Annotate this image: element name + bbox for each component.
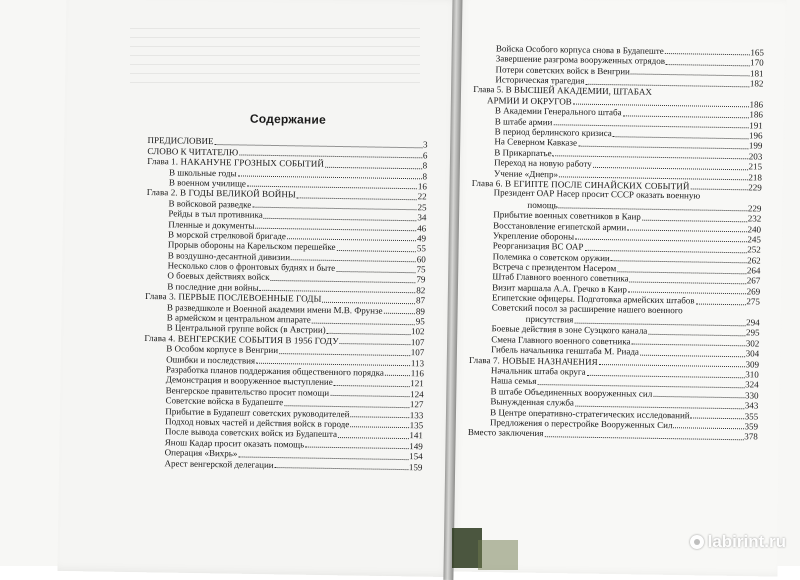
toc-entry-label: В войсковой разведке (168, 198, 252, 210)
toc-page-number: 302 (745, 338, 760, 349)
toc-page-number: 186 (749, 99, 764, 110)
toc-page-number: 6 (422, 150, 428, 161)
toc-entry-label: О боевых действиях войск (167, 270, 270, 283)
toc-entry-label: В Прикарпатье (494, 147, 552, 159)
toc-page-number: 215 (748, 161, 763, 172)
toc-leader-dots (325, 165, 422, 169)
toc-leader-dots (631, 343, 744, 347)
toc-entry-label: Потери советских войск в Венгрии (495, 64, 630, 77)
toc-leader-dots (691, 417, 744, 420)
toc-page-number: 149 (409, 440, 423, 452)
toc-leader-dots (337, 249, 416, 252)
toc-leader-dots (275, 466, 408, 470)
toc-entry-label: Советские войска в Будапеште (165, 395, 284, 408)
toc-entry-label-line2: помощь (527, 199, 558, 211)
toc-page-number: 124 (410, 388, 424, 400)
toc-page-number: 55 (416, 243, 426, 254)
toc-page-number: 232 (747, 213, 762, 224)
toc-page-number: 240 (747, 223, 762, 235)
toc-leader-dots (544, 435, 743, 440)
toc-page-number: 16 (417, 181, 427, 192)
toc-entry-label: В период берлинского кризиса (494, 126, 612, 139)
toc-page-number: 359 (744, 421, 759, 432)
toc-page-number: 378 (744, 431, 758, 442)
toc-page-number: 107 (410, 347, 425, 358)
toc-page-number: 262 (747, 255, 761, 266)
toc-entry-label: Венгерское правительство просит помощи (165, 385, 330, 398)
toc-page-number: 113 (410, 357, 425, 368)
toc-page-number: 203 (748, 151, 763, 162)
toc-page-number: 8 (422, 170, 428, 181)
toc-page-number: 135 (409, 420, 424, 431)
toc-entry-label: Начальник штаба округа (490, 365, 586, 377)
toc-entry-label: Вынужденная служба (490, 396, 575, 408)
toc-page-number: 252 (747, 244, 761, 255)
toc-leader-dots (696, 302, 746, 305)
toc-entry-label: Прорыв обороны на Карельском перешейке (167, 239, 336, 253)
toc-entry-label: ПРЕДИСЛОВИЕ (147, 135, 214, 147)
toc-page-number: 218 (748, 171, 763, 183)
toc-leader-dots (673, 427, 743, 430)
toc-page-number: 49 (416, 233, 427, 244)
toc-entry-label: Подход новых частей и действия войск в городе (165, 416, 350, 430)
toc-leader-dots (642, 218, 747, 222)
bleed-through-text (130, 28, 420, 88)
toc-entry-label: В военном училище (168, 177, 247, 189)
toc-page-number: 229 (748, 182, 762, 193)
toc-page-number: 121 (410, 378, 424, 389)
toc-page-number: 25 (417, 201, 427, 213)
toc-page-number: 343 (744, 400, 759, 411)
toc-entry-label: Смена Главного военного советника (491, 334, 631, 347)
toc-entry-label-line1: Президент ОАР Насер просит СССР оказать военную (493, 187, 701, 202)
toc-page-number: 22 (417, 191, 427, 202)
toc-entry-label: Разработка планов поддержания общественного порядка (165, 364, 384, 378)
toc-entry-label-line1: Глава 5. В ВЫСШЕЙ АКАДЕМИИ, ШТАБАХ (473, 83, 652, 97)
toc-title: Содержание (249, 111, 326, 127)
toc-leader-dots (640, 353, 745, 357)
toc-page-number: 141 (409, 430, 424, 441)
toc-entry-label: Реорганизация ВС ОАР (492, 240, 584, 253)
toc-entry-label: Глава 2. В ГОДЫ ВЕЛИКОЙ ВОЙНЫ (146, 187, 296, 200)
toc-entry-label-line2: АРМИИ И ОКРУГОВ (487, 95, 572, 107)
toc-leader-dots (385, 374, 410, 376)
toc-entry-label: Несколько слов о фронтовых буднях и быте (167, 260, 336, 274)
toc-entry-label: Предложения о перестройке Вооруженных Сил (489, 417, 673, 431)
toc-entry-label: Визит маршала А.А. Гречко в Каир (492, 282, 628, 295)
toc-page-number: 46 (417, 222, 427, 233)
toc-page-number: 182 (749, 78, 764, 89)
toc-entry-label: В школьные годы (168, 166, 237, 178)
toc-page-number: 95 (415, 316, 425, 327)
toc-page-number: 186 (749, 109, 763, 120)
toc-entry-label: Завершение разгрома вооруженных отрядов (495, 53, 666, 67)
toc-leader-dots (334, 384, 410, 387)
toc-page-number: 127 (409, 399, 424, 410)
toc-entry-label: В разведшколе и Военной академии имени М.В. Фрунзе (166, 301, 383, 316)
toc-entry-label: Операция «Вихрь» (164, 447, 238, 459)
toc-page-number: 310 (745, 369, 759, 380)
toc-leader-dots (630, 280, 746, 284)
toc-entry-label: В штабе Объединенных вооруженных сил (490, 386, 653, 399)
toc-entry-label: Гибель начальника генштаба М. Риада (491, 344, 640, 357)
toc-page-number: 264 (746, 265, 761, 276)
toc-leader-dots (336, 270, 415, 273)
toc-page-number: 275 (746, 296, 761, 307)
toc-entry-label: СЛОВО К ЧИТАТЕЛЮ (147, 145, 239, 158)
toc-page-number: 165 (750, 47, 764, 58)
toc-page-number: 79 (416, 274, 426, 285)
toc-entry-label: Рейды в тыл противника (168, 208, 263, 220)
toc-leader-dots (340, 342, 410, 345)
toc-page-number: 3 (422, 139, 428, 150)
toc-page-number: 269 (746, 286, 761, 297)
toc-leader-dots (327, 332, 410, 335)
toc-entry-label: В последние дни войны (167, 281, 259, 293)
toc-entry-label: В воздушно-десантной дивизии (167, 250, 291, 262)
toc-entry-label: Ошибки и последствия (166, 353, 256, 366)
toc-entry-label: Глава 6. В ЕГИПТЕ ПОСЛЕ СИНАЙСКИХ СОБЫТИЙ (471, 177, 690, 192)
toc-entry-label: Янош Кадар просит оказать помощь (164, 437, 305, 450)
toc-entry-label: Глава 4. ВЕНГЕРСКИЕ СОБЫТИЯ В 1956 ГОДУ (144, 332, 339, 346)
toc-entry-label: В армейском и центральном аппарате (166, 312, 311, 325)
toc-entry-label: В морской стрелковой бригаде (168, 229, 286, 242)
toc-entry-label: Переход на новую работу (494, 157, 592, 170)
toc-entry-label: Наша семья (490, 375, 537, 387)
toc-page-number: 196 (749, 130, 763, 141)
toc-entry-label: Глава 3. ПЕРВЫЕ ПОСЛЕВОЕННЫЕ ГОДЫ (145, 291, 322, 304)
toc-entry-label: В Академии Генерального штаба (494, 105, 622, 118)
toc-entry-label: Прибытие военных советников в Каир (493, 209, 641, 222)
toc-entry-label: Учение «Днепр» (493, 167, 559, 179)
toc-entry-label: Глава 1. НАКАНУНЕ ГРОЗНЫХ СОБЫТИЙ (147, 156, 325, 169)
toc-page-number: 89 (415, 305, 426, 317)
toc-leader-dots (350, 415, 408, 418)
toc-page-number: 355 (744, 410, 759, 422)
toc-leader-dots (330, 394, 409, 397)
toc-page-number: 324 (745, 379, 759, 390)
toc-entry-label: В штабе армии (494, 115, 553, 127)
toc-entry-label: Боевые действия в зоне Суэцкого канала (491, 323, 648, 337)
toc-page-number: 133 (409, 409, 424, 420)
toc-right-column (468, 43, 764, 442)
toc-page-number: 267 (746, 275, 761, 287)
toc-page-number: 8 (422, 160, 428, 171)
toc-entry-label: На Северном Кавказе (494, 136, 578, 149)
toc-entry-label: Прибытие в Будапешт советских руководителей (165, 405, 350, 419)
toc-entry-label: Египетские офицеры. Подготовка армейских штабов (491, 292, 695, 306)
toc-entry-label: После вывода советских войск из Будапешта (164, 426, 338, 440)
toc-page-number: 294 (746, 317, 760, 328)
toc-leader-dots (666, 63, 749, 66)
toc-leader-dots (648, 333, 745, 337)
toc-page-number: 75 (416, 264, 426, 275)
toc-page-number: 330 (744, 390, 759, 401)
toc-page-number: 82 (416, 285, 426, 296)
labirint-logo-icon (690, 535, 704, 549)
toc-page-number: 199 (748, 140, 763, 151)
toc-entry-label-line1: Советский посол за расширение нашего военного (491, 302, 683, 316)
toc-page-number: 229 (747, 203, 762, 214)
toc-left-column (142, 113, 428, 472)
toc-entry-label: В Центре оперативно-стратегических исследований (490, 406, 690, 420)
toc-page-number: 87 (416, 295, 426, 306)
toc-entry-label: В Центральной группе войск (в Австрии) (166, 322, 326, 336)
watermark (690, 532, 786, 552)
toc-entry-label: Укрепление обороны (492, 230, 575, 242)
toc-entry-label: Войска Особого корпуса снова в Будапеште (495, 43, 664, 56)
watermark-text: labirint.ru (707, 532, 786, 551)
toc-entry-label: Полемика о советском оружии (492, 251, 610, 263)
toc-entry-label: Арест венгерской делегации (164, 457, 274, 470)
toc-page-number: 154 (409, 451, 423, 462)
toc-leader-dots (631, 73, 749, 77)
toc-leader-dots (338, 436, 408, 439)
toc-page-number: 304 (745, 348, 760, 359)
toc-page-number: 102 (411, 326, 425, 337)
toc-page-number: 245 (747, 234, 762, 245)
toc-page-number: 60 (416, 253, 426, 265)
toc-leader-dots (322, 301, 415, 304)
toc-page-number: 309 (745, 358, 760, 370)
toc-page-number: 295 (745, 327, 760, 338)
toc-entry-label: Историческая трагедия (495, 74, 585, 86)
toc-leader-dots (312, 321, 415, 325)
toc-leader-dots (384, 312, 415, 314)
toc-leader-dots (653, 395, 744, 398)
toc-page-number: 159 (408, 461, 423, 472)
toc-page-number: 107 (410, 336, 425, 348)
toc-page-number: 181 (749, 68, 764, 79)
toc-page-number: 116 (410, 368, 425, 379)
toc-entry-label: Вместо заключения (467, 427, 544, 439)
toc-entry-label: Глава 7. НОВЫЕ НАЗНАЧЕНИЯ (468, 354, 598, 367)
toc-entry-label: Демонстрация и вооруженное выступление (165, 374, 333, 388)
toc-entry-label: Штаб Главного военного советника (492, 271, 629, 284)
toc-leader-dots (350, 426, 408, 429)
toc-leader-dots (665, 52, 750, 55)
toc-entry-label: Встреча с президентом Насером (492, 261, 617, 274)
toc-page-number: 34 (417, 212, 427, 223)
toc-entry-label: Восстановление египетской армии (493, 219, 627, 232)
toc-right-entries (468, 43, 764, 442)
toc-left-entries (142, 135, 427, 472)
toc-entry-label-line2: присутствия (525, 313, 574, 325)
toc-entry-label: Пленные и документы (168, 218, 255, 231)
toc-entry-label: В Особом корпусе в Венгрии (166, 343, 279, 356)
toc-page-number: 191 (749, 119, 763, 131)
toc-leader-dots (305, 446, 408, 450)
toc-page-number: 170 (750, 57, 764, 68)
